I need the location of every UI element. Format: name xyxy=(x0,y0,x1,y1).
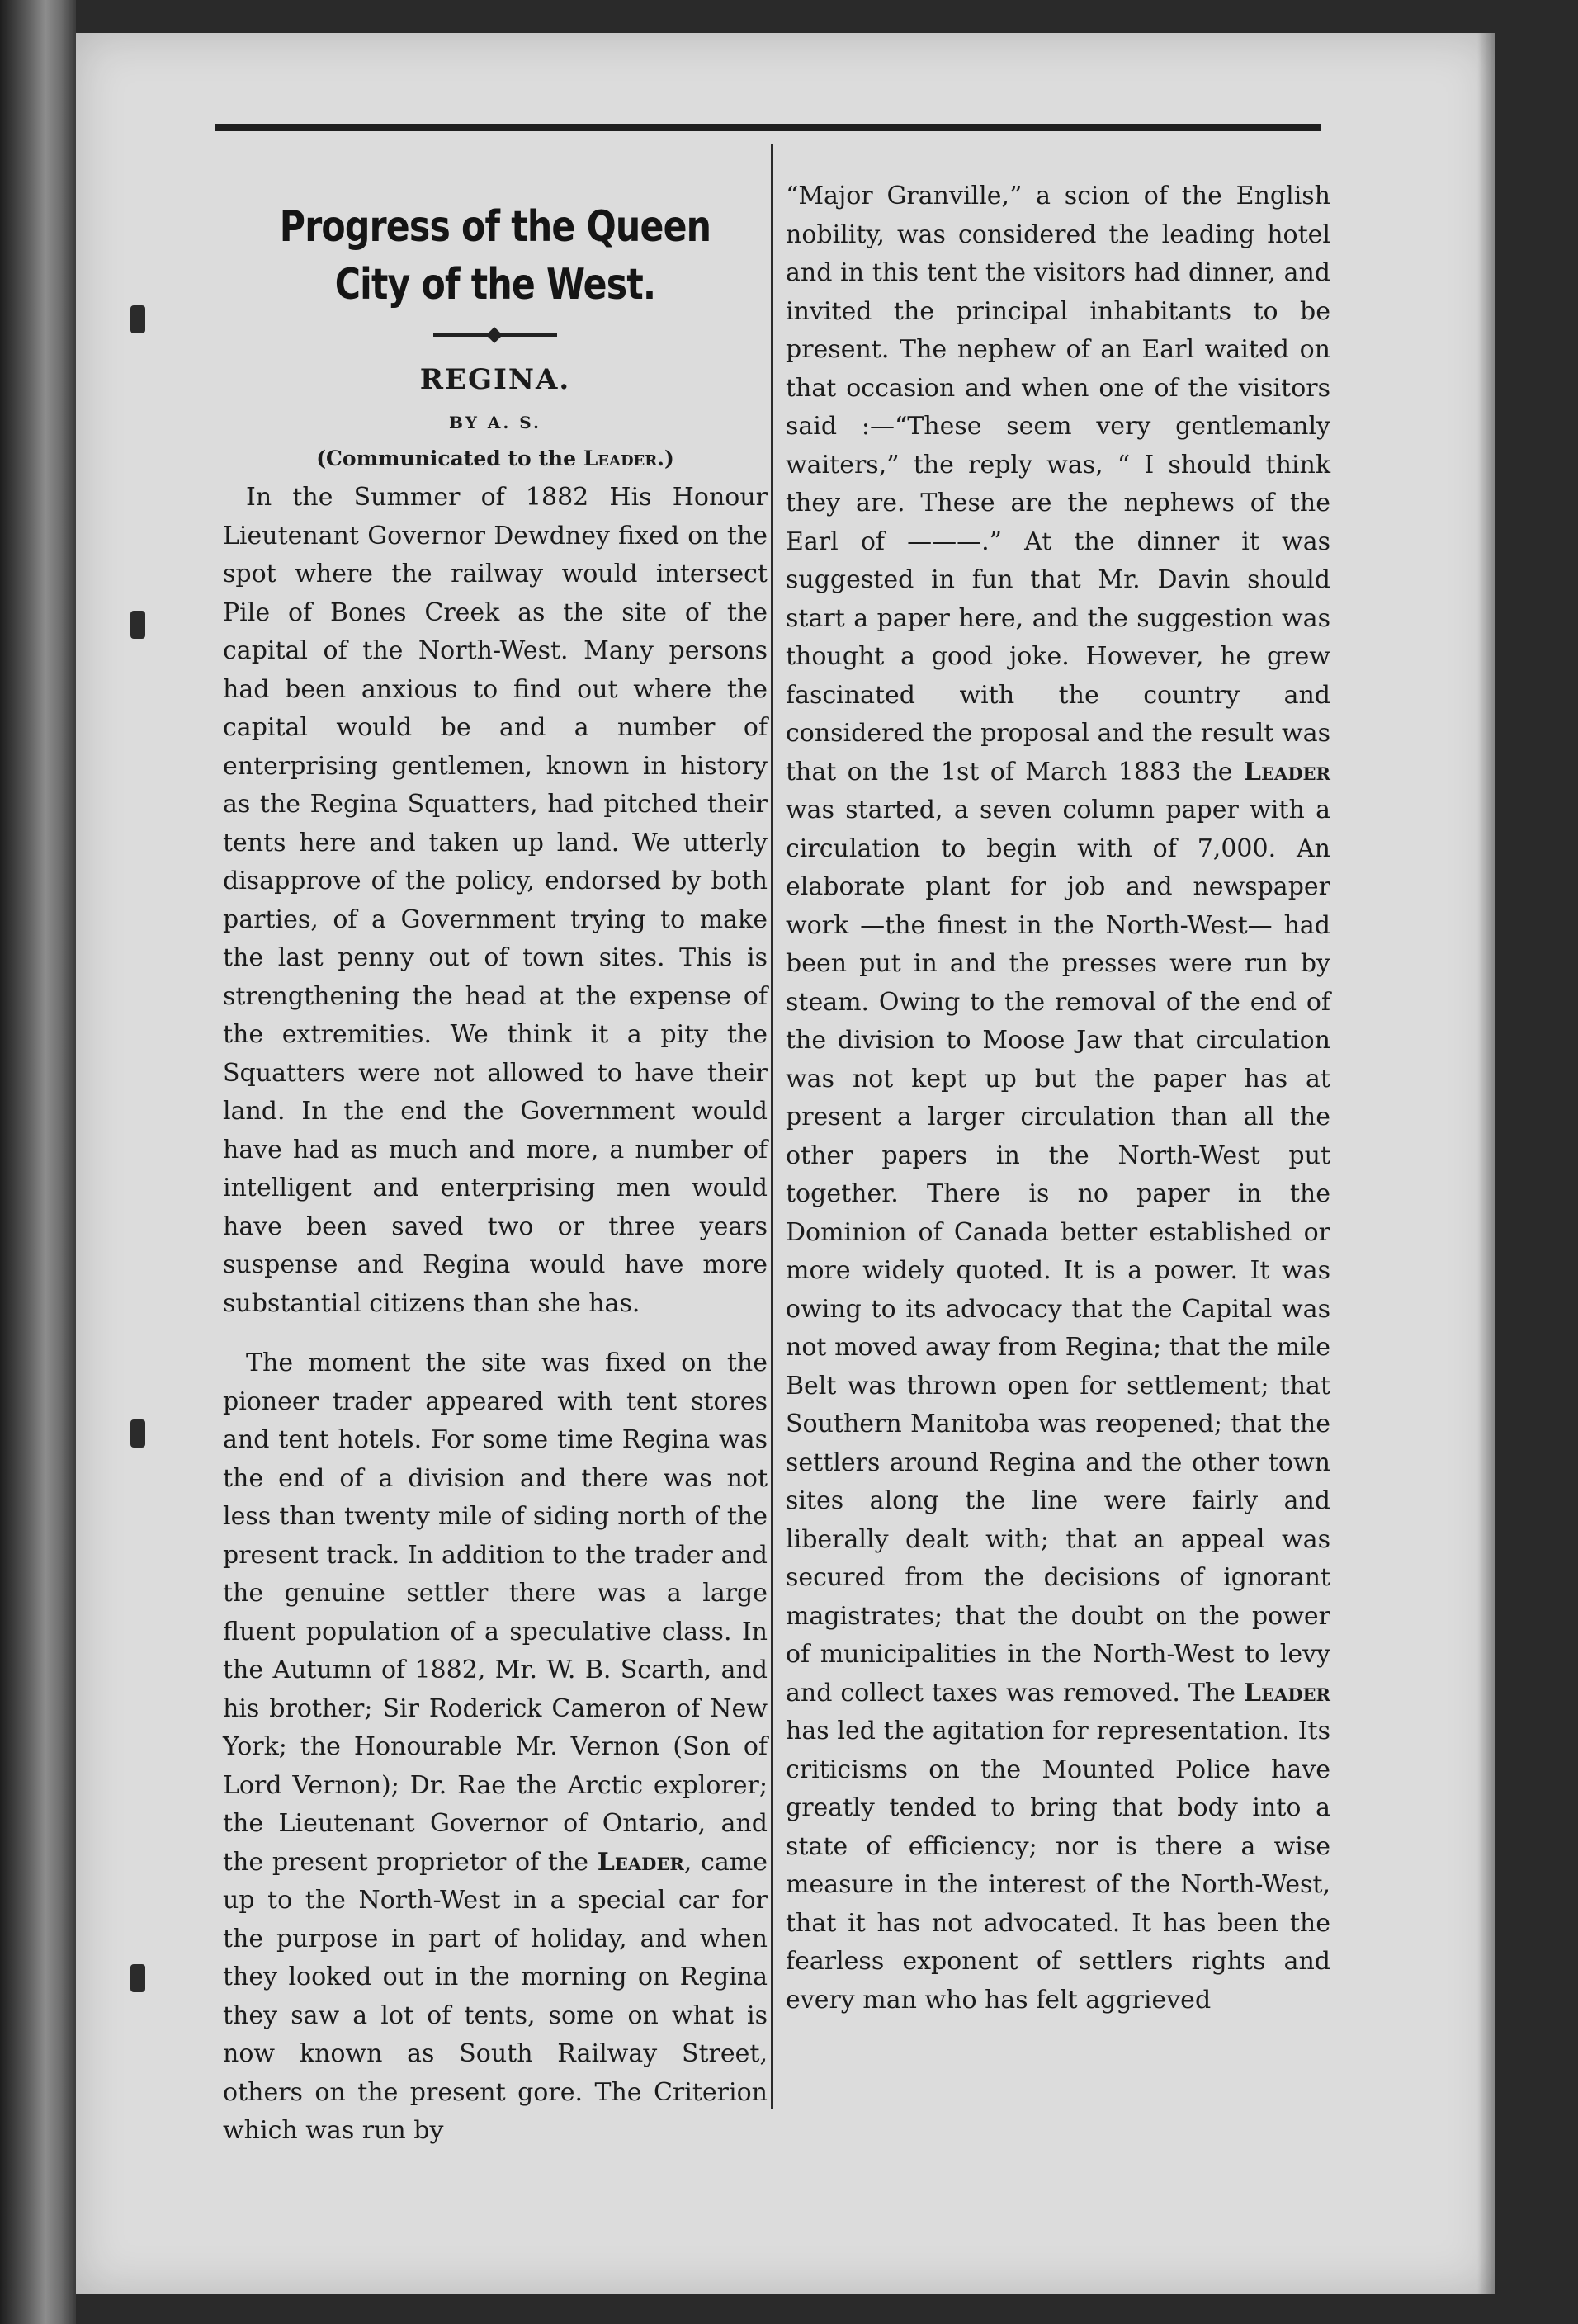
binding-stitch xyxy=(130,1964,145,1992)
column-left xyxy=(223,182,768,2151)
column-divider xyxy=(771,144,773,2109)
binding-stitch xyxy=(130,611,145,639)
communicated-note xyxy=(223,442,768,475)
paragraph: In the Summer of 1882 His Honour Lieutenant Governor Dewdney fixed on the spot where the railway would intersect Pile of Bones Creek as the site of the capital of the North-West. Many persons had been anxious to find out where the capital would be and a number of enterprising gentlemen, known in history as the Regina Squatters, had pitched their tents here and taken up land. We utterly disapprove of the policy, endorsed by both parties, of a Government trying to make the last penny out of town sites. This is strengthening the head at the expense of the extremities. We think it a pity the Squatters were not allowed to have their land. In the end the Government would have had as much and more, a number of intelligent and enterprising men would have been saved two or three years suspense and Regina would have more substantial citizens than she has. xyxy=(223,483,768,1318)
subhead: REGINA. xyxy=(419,363,571,396)
binding-stitch xyxy=(130,305,145,333)
note-prefix: (Communicated to the xyxy=(316,446,583,470)
paper-name: Leader xyxy=(597,1847,684,1877)
text-run: “Major Granville,” a scion of the English nobility, was considered the leading hotel and in this tent the visitors had dinner, and invited the principal inhabitants to be present. The nephew of an Earl waited on that occasion and when one of the visitors said :—“These seem very gentlemanly waiters,” the reply was, “ I should think they are. These are the nephews of the Earl of ———.” At the dinner it was suggested in fun that Mr. Davin should start a paper here, and the suggestion was thought a good joke. However, he grew fascinated with the country and considered the proposal and the result was that on the 1st of March 1883 the xyxy=(786,182,1330,786)
scanner-backdrop xyxy=(0,0,76,2324)
note-suffix: .) xyxy=(657,446,674,470)
text-run: has led the agitation for representation. Its criticisms on the Mounted Police have greatly tended to bring that body into a state of efficiency; nor is there a wise measure in the interest of the North-West, that it has not advocated. It has been the fearless exponent of settlers rights and every man who has felt aggrieved xyxy=(786,1717,1330,2015)
top-rule xyxy=(215,124,1321,131)
paper-name: Leader xyxy=(583,446,658,470)
paper-name: Leader xyxy=(1243,757,1330,786)
text-run: , came up to the North-West in a special car for the purpose in part of holiday, and when they looked out in the morning on Regina they saw a lot of tents, some on what is now known as South Railway Street, others on the present gore. The Criterion which was run by xyxy=(223,1847,768,2145)
headline: Progress of the Queen City of the West. xyxy=(279,202,711,309)
text-run: was started, a seven column paper with a circulation to begin with of 7,000. An elaborate plant for job and newspaper work —the finest in the North-West— had been put in and the presses were run by steam. Owing to the removal of the end of the division to Moose Jaw that circulation was not kept up but the paper has at present a larger circulation than all the other papers in the North-West put together. There is no paper in the Dominion of Canada better established or more widely quoted. It is a power. It was owing to its advocacy that the Capital was not moved away from Regina; that the mile Belt was thrown open for settlement; that Southern Manitoba was reopened; that the settlers around Regina and the other town sites along the line were fairly and liberally dealt with; that an appeal was secured from the decisions of ignorant magistrates; that the doubt on the power of municipalities in the North-West to levy and collect taxes was removed. The xyxy=(786,796,1330,1708)
binding-stitch xyxy=(130,1419,145,1448)
paragraph xyxy=(223,1344,768,2151)
paper-name: Leader xyxy=(1243,1678,1330,1708)
page-edge-shadow xyxy=(1477,33,1495,2294)
column-right xyxy=(786,177,1330,2019)
paragraph xyxy=(786,177,1330,2019)
text-run: The moment the site was fixed on the pioneer trader appeared with tent stores and tent hotels. For some time Regina was the end of a division and there was not less than twenty mile of siding north of the present track. In addition to the trader and the genuine settler there was a large fluent population of a speculative class. In the Autumn of 1882, Mr. W. B. Scarth, and his brother; Sir Roderick Cameron of New York; the Honourable Mr. Vernon (Son of Lord Vernon); Dr. Rae the Arctic explorer; the Lieutenant Governor of Ontario, and the present proprietor of the xyxy=(223,1349,768,1877)
ornament-divider xyxy=(433,333,557,337)
byline: BY A. S. xyxy=(449,413,541,432)
